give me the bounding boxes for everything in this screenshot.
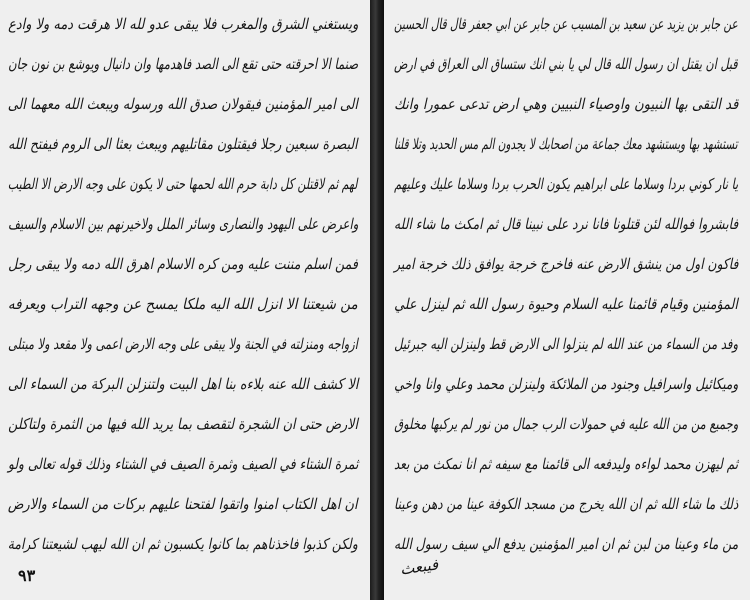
left-line: الى امير المؤمنين فيقولان صدق الله ورسوله ويبعث الله معهما الى — [7, 95, 358, 113]
right-line: ثم ليهزن محمد لواءه وليدفعه الى قائمنا مع سيفه ثم انا نمكث من بعد — [393, 455, 738, 473]
right-line: وفد من السماء من عند الله لم ينزلوا الى الارض قط ولينزلن اليه جبرئيل — [394, 335, 738, 353]
book-gutter — [370, 0, 384, 600]
right-line: ذلك ما شاء الله ثم ان الله يخرج من مسجد الكوفة عينا من دهن وعينا — [393, 495, 738, 513]
page-number: ٩٣ — [18, 566, 36, 585]
right-line: قد التقى بها النبيون واوصياء النبيين وهي ارض تدعى عمورا وانك — [393, 95, 738, 113]
right-line: وجميع من من الله عليه في حمولات الرب جمال من نور لم يركبها مخلوق — [393, 415, 738, 433]
left-line: لهم ثم لاقتلن كل دابة حرم الله لحمها حتى لا يكون على وجه الارض الا الطيب — [8, 175, 358, 193]
left-line: ان اهل الكتاب امنوا واتقوا لفتحنا عليهم بركات من السماء والارض — [8, 495, 358, 513]
right-line: يا نار كوني بردا وسلاما على ابراهيم يكون الحرب بردا وسلاما عليك وعليهم — [393, 175, 738, 193]
left-page — [0, 0, 370, 600]
right-page — [384, 0, 750, 600]
right-line: المؤمنين وقيام قائمنا عليه السلام وحيوة رسول الله ثم لينزل علي — [394, 295, 738, 313]
left-line: ويستغني الشرق والمغرب فلا يبقى عدو لله الا هرقت دمه ولا وادع — [7, 15, 358, 33]
left-line: فمن اسلم مننت عليه ومن كره الاسلام اهرق الله دمه ولا يبقى رجل — [8, 255, 358, 273]
left-line: البصرة سبعين رجلا فيقتلون مقاتليهم ويبعث بعثا الى الروم فيفتح الله — [8, 135, 358, 153]
left-line: ثمرة الشتاء في الصيف وثمرة الصيف في الشتاء وذلك قوله تعالى ولو — [7, 455, 358, 473]
left-line: من شيعتنا الا انزل الله اليه ملكا يمسح عن وجهه التراب ويعرفه — [8, 295, 358, 313]
right-line: من ماء وعينا من لبن ثم ان امير المؤمنين يدفع الي سيف رسول الله — [393, 535, 738, 553]
left-line: الا كشف الله عنه بلاءه بنا اهل البيت ولتنزلن البركة من السماء الى — [7, 375, 358, 393]
right-line: فابشروا فوالله لئن قتلونا فانا نرد على نبينا قال ثم امكث ما شاء الله — [393, 215, 738, 233]
right-line: قبل ان يقتل ان رسول الله قال لي يا بني انك ستساق الى العراق في ارض — [394, 55, 738, 73]
left-line: واعرض على اليهود والنصارى وسائر الملل ولاخيرنهم بين الاسلام والسيف — [7, 215, 358, 233]
left-line: ازواجه ومنزلته في الجنة ولا يبقى على وجه الارض اعمى ولا مقعد ولا مبتلى — [8, 335, 358, 353]
left-line: ولكن كذبوا فاخذناهم بما كانوا يكسبون ثم ان الله ليهب لشيعتنا كرامة — [8, 535, 358, 553]
left-line: الارض حتى ان الشجرة لتقصف بما يريد الله فيها من الثمرة ولتاكلن — [8, 415, 358, 433]
right-line: وميكائيل واسرافيل وجنود من الملائكة ولينزلن محمد وعلي وانا واخي — [393, 375, 738, 393]
right-line: عن جابر بن يزيد عن سعيد بن المسيب عن جابر عن ابي جعفر قال قال الحسين — [394, 15, 738, 33]
right-line: تستشهد بها ويستشهد معك جماعة من اصحابك لا يجدون الم مس الحديد وتلا قلنا — [394, 135, 738, 153]
catchword: فيبعث — [398, 555, 440, 579]
right-line: فاكون اول من ينشق الارض عنه فاخرج خرجة يوافق ذلك خرجة امير — [393, 255, 738, 273]
left-line: صنما الا احرقته حتى تقع الى الصد فاهدمها وان دانيال ويوشع بن نون جان — [7, 55, 358, 73]
